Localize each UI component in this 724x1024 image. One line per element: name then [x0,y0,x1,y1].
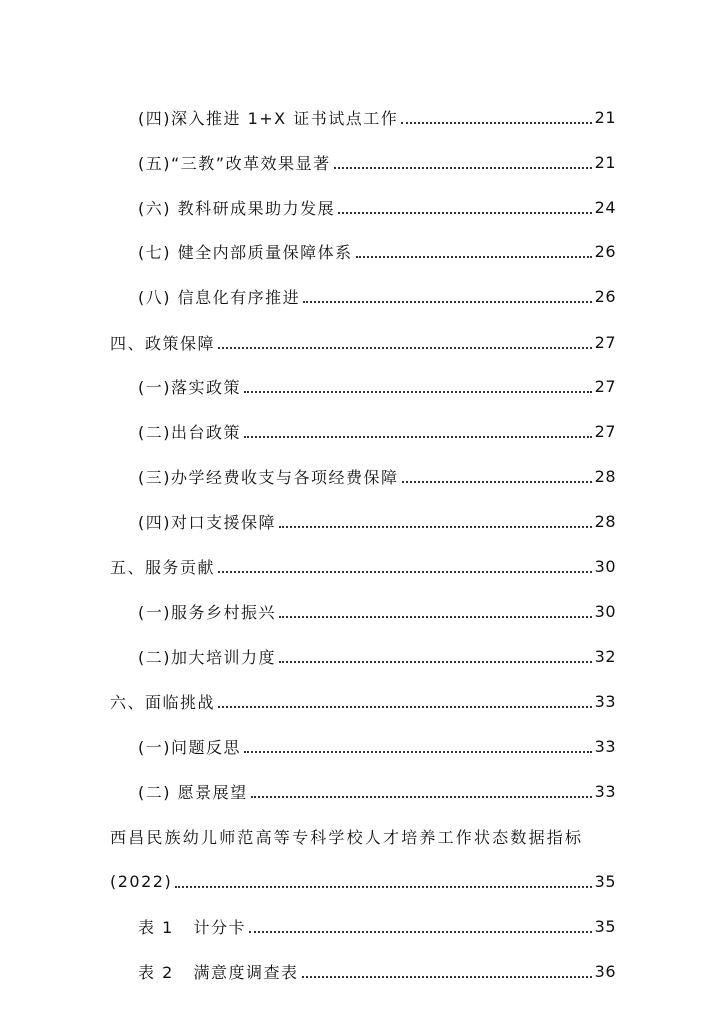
appendix-year: (2022) [110,871,173,891]
toc-entry-page: 28 [594,511,616,531]
toc-table-entry[interactable] [138,911,616,941]
toc-entry-label: (一)落实政策 [138,377,241,397]
toc-entry[interactable] [138,147,616,177]
table-entry-label: 表 1 计分卡 [138,917,247,937]
toc-entry-label: (八) 信息化有序推进 [138,287,301,307]
dot-leader [244,391,592,393]
dot-leader [218,706,592,708]
toc-entry-label: (一)问题反思 [138,737,241,757]
dot-leader [251,796,592,798]
toc-entry-page: 26 [594,286,616,306]
table-entry-page: 35 [594,916,616,936]
toc-entry-label: (二)出台政策 [138,422,241,442]
dot-leader [338,212,592,214]
table-entry-label: 表 2 满意度调查表 [138,962,299,982]
dot-leader [279,616,592,618]
dot-leader [279,661,592,663]
toc-entry-page: 21 [594,152,616,172]
toc-entry[interactable] [138,102,616,132]
toc-entry-page: 21 [594,107,616,127]
toc-entry-label: (四)对口支援保障 [138,512,276,532]
toc-appendix[interactable] [110,866,616,896]
toc-entry[interactable] [138,506,616,536]
toc-entry[interactable] [138,641,616,671]
toc-entry-label: (一)服务乡村振兴 [138,602,276,622]
toc-entry[interactable] [138,461,616,491]
toc-entry-label: (二) 愿景展望 [138,782,248,802]
toc-section[interactable] [110,686,616,716]
dot-leader [401,122,591,124]
dot-leader [244,751,592,753]
toc-entry-page: 32 [594,646,616,666]
toc-entry-label: (五)“三教”改革效果显著 [138,153,331,173]
dot-leader [334,167,592,169]
toc-entry[interactable] [138,416,616,446]
toc-section[interactable] [110,327,616,357]
dot-leader [402,481,592,483]
toc-entry[interactable] [138,192,616,222]
toc-entry[interactable] [138,236,616,266]
toc-entry-label: (三)办学经费收支与各项经费保障 [138,467,399,487]
toc-entry[interactable] [138,281,616,311]
dot-leader [279,526,592,528]
toc-entry-page: 24 [594,197,616,217]
toc-section-label: 五、服务贡献 [110,557,216,577]
toc-entry-page: 27 [594,376,616,396]
toc-entry[interactable] [138,731,616,761]
toc-entry-page: 28 [594,466,616,486]
table-entry-page: 36 [594,961,616,981]
toc-table-entry[interactable] [138,956,616,986]
toc-entry-label: (四)深入推进 1+X 证书试点工作 [138,108,399,128]
toc-section-label: 六、面临挑战 [110,692,216,712]
toc-entry-label: (六) 教科研成果助力发展 [138,198,336,218]
toc-entry-page: 33 [594,736,616,756]
toc-entry-label: (七) 健全内部质量保障体系 [138,242,353,262]
toc-entry-page: 26 [594,241,616,261]
appendix-title: 西昌民族幼儿师范高等专科学校人才培养工作状态数据指标 [110,827,584,847]
dot-leader [302,976,592,978]
dot-leader [303,301,592,303]
dot-leader [218,571,592,573]
dot-leader [249,931,592,933]
toc-entry-page: 33 [594,781,616,801]
toc-entry-page: 27 [594,421,616,441]
appendix-page: 35 [594,871,616,891]
toc-section-page: 33 [594,691,616,711]
dot-leader [356,256,592,258]
toc-section-label: 四、政策保障 [110,333,216,353]
dot-leader [244,436,592,438]
toc-entry[interactable] [138,776,616,806]
toc-entry-label: (二)加大培训力度 [138,647,276,667]
toc-entry[interactable] [138,596,616,626]
toc-section-page: 30 [594,556,616,576]
appendix-title-line[interactable] [110,821,616,851]
toc-entry[interactable] [138,371,616,401]
dot-leader [175,886,591,888]
toc-section[interactable] [110,551,616,581]
dot-leader [218,347,592,349]
toc-section-page: 27 [594,332,616,352]
toc-entry-page: 30 [594,601,616,621]
